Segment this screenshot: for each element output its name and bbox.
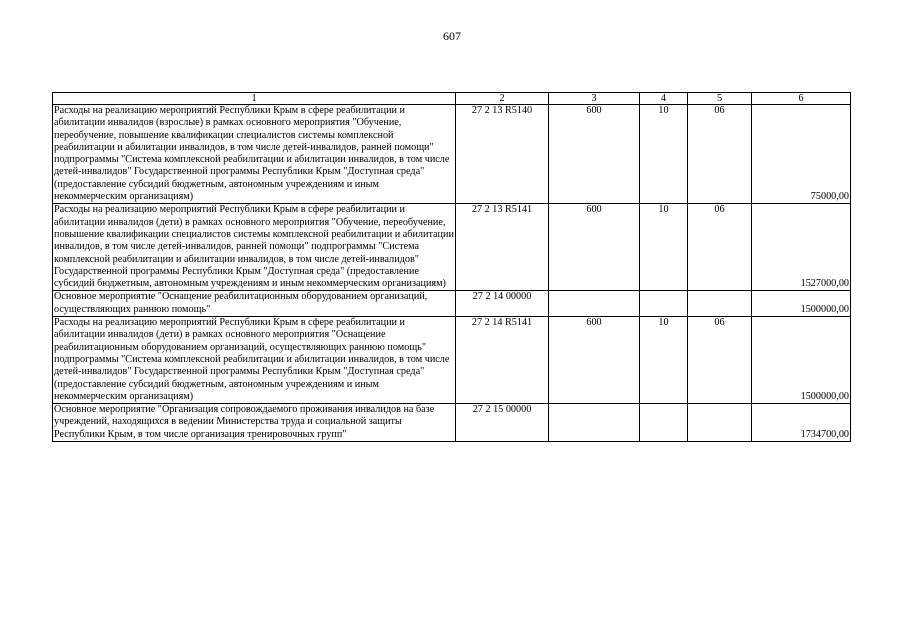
row-col5 (688, 291, 752, 317)
page-number: 607 (443, 29, 461, 43)
table-header-row (53, 93, 851, 105)
table-row (53, 291, 851, 317)
row-amount: 1500000,00 (752, 291, 851, 317)
row-description: Основное мероприятие "Организация сопровождаемого проживания инвалидов на базе учреждений, находящихся в ведении Министерства труда и социальной защиты Республики Крым, в том числе организация тренировочных групп" (53, 404, 456, 442)
row-code: 27 2 14 R5141 (456, 317, 549, 404)
row-col3 (549, 291, 640, 317)
row-description: Расходы на реализацию мероприятий Республики Крым в сфере реабилитации и абилитации инвалидов (дети) в рамках основного мероприятия "Оснащение реабилитационным оборудованием организаций, осуществляющих раннюю помощь" подпрограммы "Система комплексной реабилитации и абилитации инвалидов, в том числе детей-инвалидов" Государственной программы Республики Крым "Доступная среда" (предоставление субсидий бюджетным, автономным учреждениям и иным некоммерческим организациям) (53, 317, 456, 404)
budget-table (52, 92, 851, 442)
column-header: 1 (53, 93, 456, 105)
row-description: Расходы на реализацию мероприятий Республики Крым в сфере реабилитации и абилитации инвалидов (взрослые) в рамках основного мероприятия "Обучение, переобучение, повышение квалификации специалистов системы комплексной реабилитации и абилитации инвалидов, в том числе детей-инвалидов, ранней помощи" подпрограммы "Система комплексной реабилитации и абилитации инвалидов, в том числе детей-инвалидов" Государственной программы Республики Крым "Доступная среда" (предоставление субсидий бюджетным, автономным учреждениям и иным некоммерческим организациям) (53, 105, 456, 204)
row-col4 (640, 291, 688, 317)
table-row (53, 317, 851, 404)
row-code: 27 2 15 00000 (456, 404, 549, 442)
column-header: 6 (752, 93, 851, 105)
table-row (53, 204, 851, 291)
row-amount: 1527000,00 (752, 204, 851, 291)
column-header: 2 (456, 93, 549, 105)
row-col3: 600 (549, 317, 640, 404)
row-col4: 10 (640, 204, 688, 291)
row-col4: 10 (640, 105, 688, 204)
row-amount: 1734700,00 (752, 404, 851, 442)
row-col5: 06 (688, 105, 752, 204)
column-header: 3 (549, 93, 640, 105)
column-header: 4 (640, 93, 688, 105)
row-code: 27 2 13 R5141 (456, 204, 549, 291)
row-description: Расходы на реализацию мероприятий Республики Крым в сфере реабилитации и абилитации инвалидов (дети) в рамках основного мероприятия "Обучение, переобучение, повышение квалификации специалистов системы комплексной реабилитации и абилитации инвалидов, в том числе детей-инвалидов, ранней помощи" подпрограммы "Система комплексной реабилитации и абилитации инвалидов, в том числе детей-инвалидов" Государственной программы Республики Крым "Доступная среда" (предоставление субсидий бюджетным, автономным учреждениям и иным некоммерческим организациям) (54, 204, 454, 290)
row-amount: 75000,00 (752, 105, 851, 204)
row-col3 (549, 404, 640, 442)
row-col4 (640, 404, 688, 442)
row-code: 27 2 14 00000 (456, 291, 549, 317)
row-description: Основное мероприятие "Оснащение реабилитационным оборудованием организаций, осуществляющих раннюю помощь" (53, 291, 456, 317)
row-amount: 1500000,00 (752, 317, 851, 404)
row-col3: 600 (549, 204, 640, 291)
row-col5: 06 (688, 204, 752, 291)
row-code: 27 2 13 R5140 (456, 105, 549, 204)
row-col4: 10 (640, 317, 688, 404)
column-header: 5 (688, 93, 752, 105)
table-row (53, 105, 851, 204)
row-col5 (688, 404, 752, 442)
row-col3: 600 (549, 105, 640, 204)
row-col5: 06 (688, 317, 752, 404)
table-row (53, 404, 851, 442)
